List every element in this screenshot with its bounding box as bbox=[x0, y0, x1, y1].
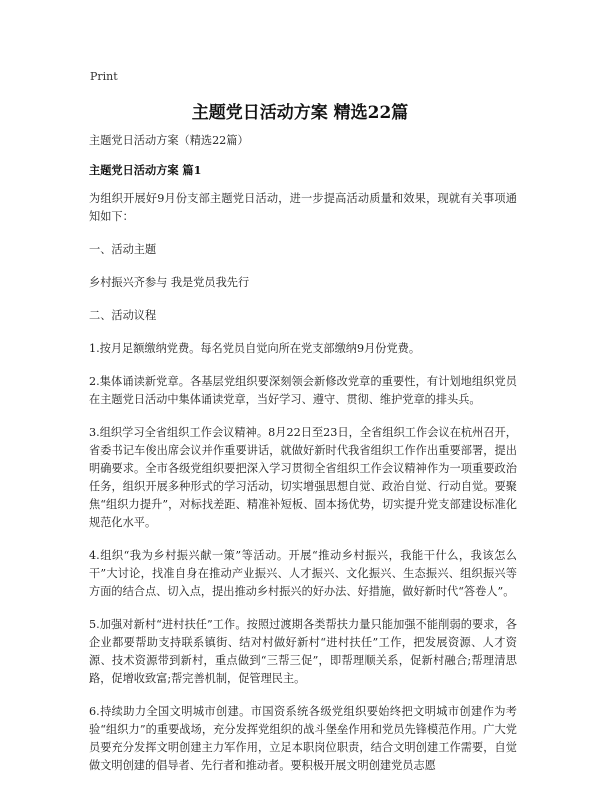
agenda-item: 3.组织学习全省组织工作会议精神。8月22日至23日，全省组织工作会议在杭州召开，省委书记车俊出席会议并作重要讲话，就做好新时代我省组织工作作出重要部署，提出明确要求。全市各级党组织要把深入学习贯彻全省组织工作会议精神作为一项重要政治任务，组织开展多种形式的学习活动，切实增强思想自觉、政治自觉、行动自觉。要聚焦“组织力提升”，对标找差距、精准补短板、固本扬优势，切实提升党支部建设标准化规范化水平。 bbox=[89, 426, 517, 529]
agenda-item: 4.组织“我为乡村振兴献一策”等活动。开展“推动乡村振兴，我能干什么，我该怎么干”大讨论，找准自身在推动产业振兴、人才振兴、文化振兴、生态振兴、组织振兴等方面的结合点、切入点，提出推动乡村振兴的好办法、好措施，做好新时代“答卷人”。 bbox=[89, 549, 517, 598]
agenda-item: 5.加强对新村“进村扶任”工作。按照过渡期各类帮扶力量只能加强不能削弱的要求，各企业都要帮助支持联系镇街、结对村做好新村“进村扶任”工作，把发展资源、人才资源、技术资源带到新村，重点做到“三帮三促”，即帮理顺关系，促新村融合;帮理清思路，促增收致富;帮完善机制，促管理民主。 bbox=[89, 618, 517, 685]
document-title: 主题党日活动方案 精选22篇 bbox=[191, 103, 409, 123]
document-subtitle: 主题党日活动方案（精选22篇） bbox=[89, 134, 249, 147]
section-title: 主题党日活动方案 篇1 bbox=[89, 163, 202, 177]
heading-activity-agenda: 二、活动议程 bbox=[89, 309, 157, 322]
heading-activity-theme: 一、活动主题 bbox=[89, 243, 157, 256]
agenda-item: 2.集体诵读新党章。各基层党组织要深刻领会新修改党章的重要性，有计划地组织党员在主题党日活动中集体诵读党章，当好学习、遵守、贯彻、维护党章的排头兵。 bbox=[89, 375, 517, 406]
agenda-item: 6.持续助力全国文明城市创建。市国资系统各级党组织要始终把文明城市创建作为考验“组织力”的重要战场，充分发挥党组织的战斗堡垒作用和党员先锋模范作用。广大党员要充分发挥文明创建主力军作用，立足本职岗位职责，结合文明创建工作需要，自觉做文明创建的倡导者、先行者和推动者。要积极开展文明创建党员志愿 bbox=[89, 705, 517, 772]
intro-paragraph: 为组织开展好9月份支部主题党日活动，进一步提高活动质量和效果，现就有关事项通知如下： bbox=[89, 192, 517, 223]
document-body bbox=[89, 132, 517, 790]
agenda-item: 1.按月足额缴纳党费。每名党员自觉向所在党支部缴纳9月份党费。 bbox=[89, 342, 421, 355]
print-label: Print bbox=[90, 70, 118, 83]
theme-text: 乡村振兴齐参与 我是党员我先行 bbox=[89, 276, 250, 289]
